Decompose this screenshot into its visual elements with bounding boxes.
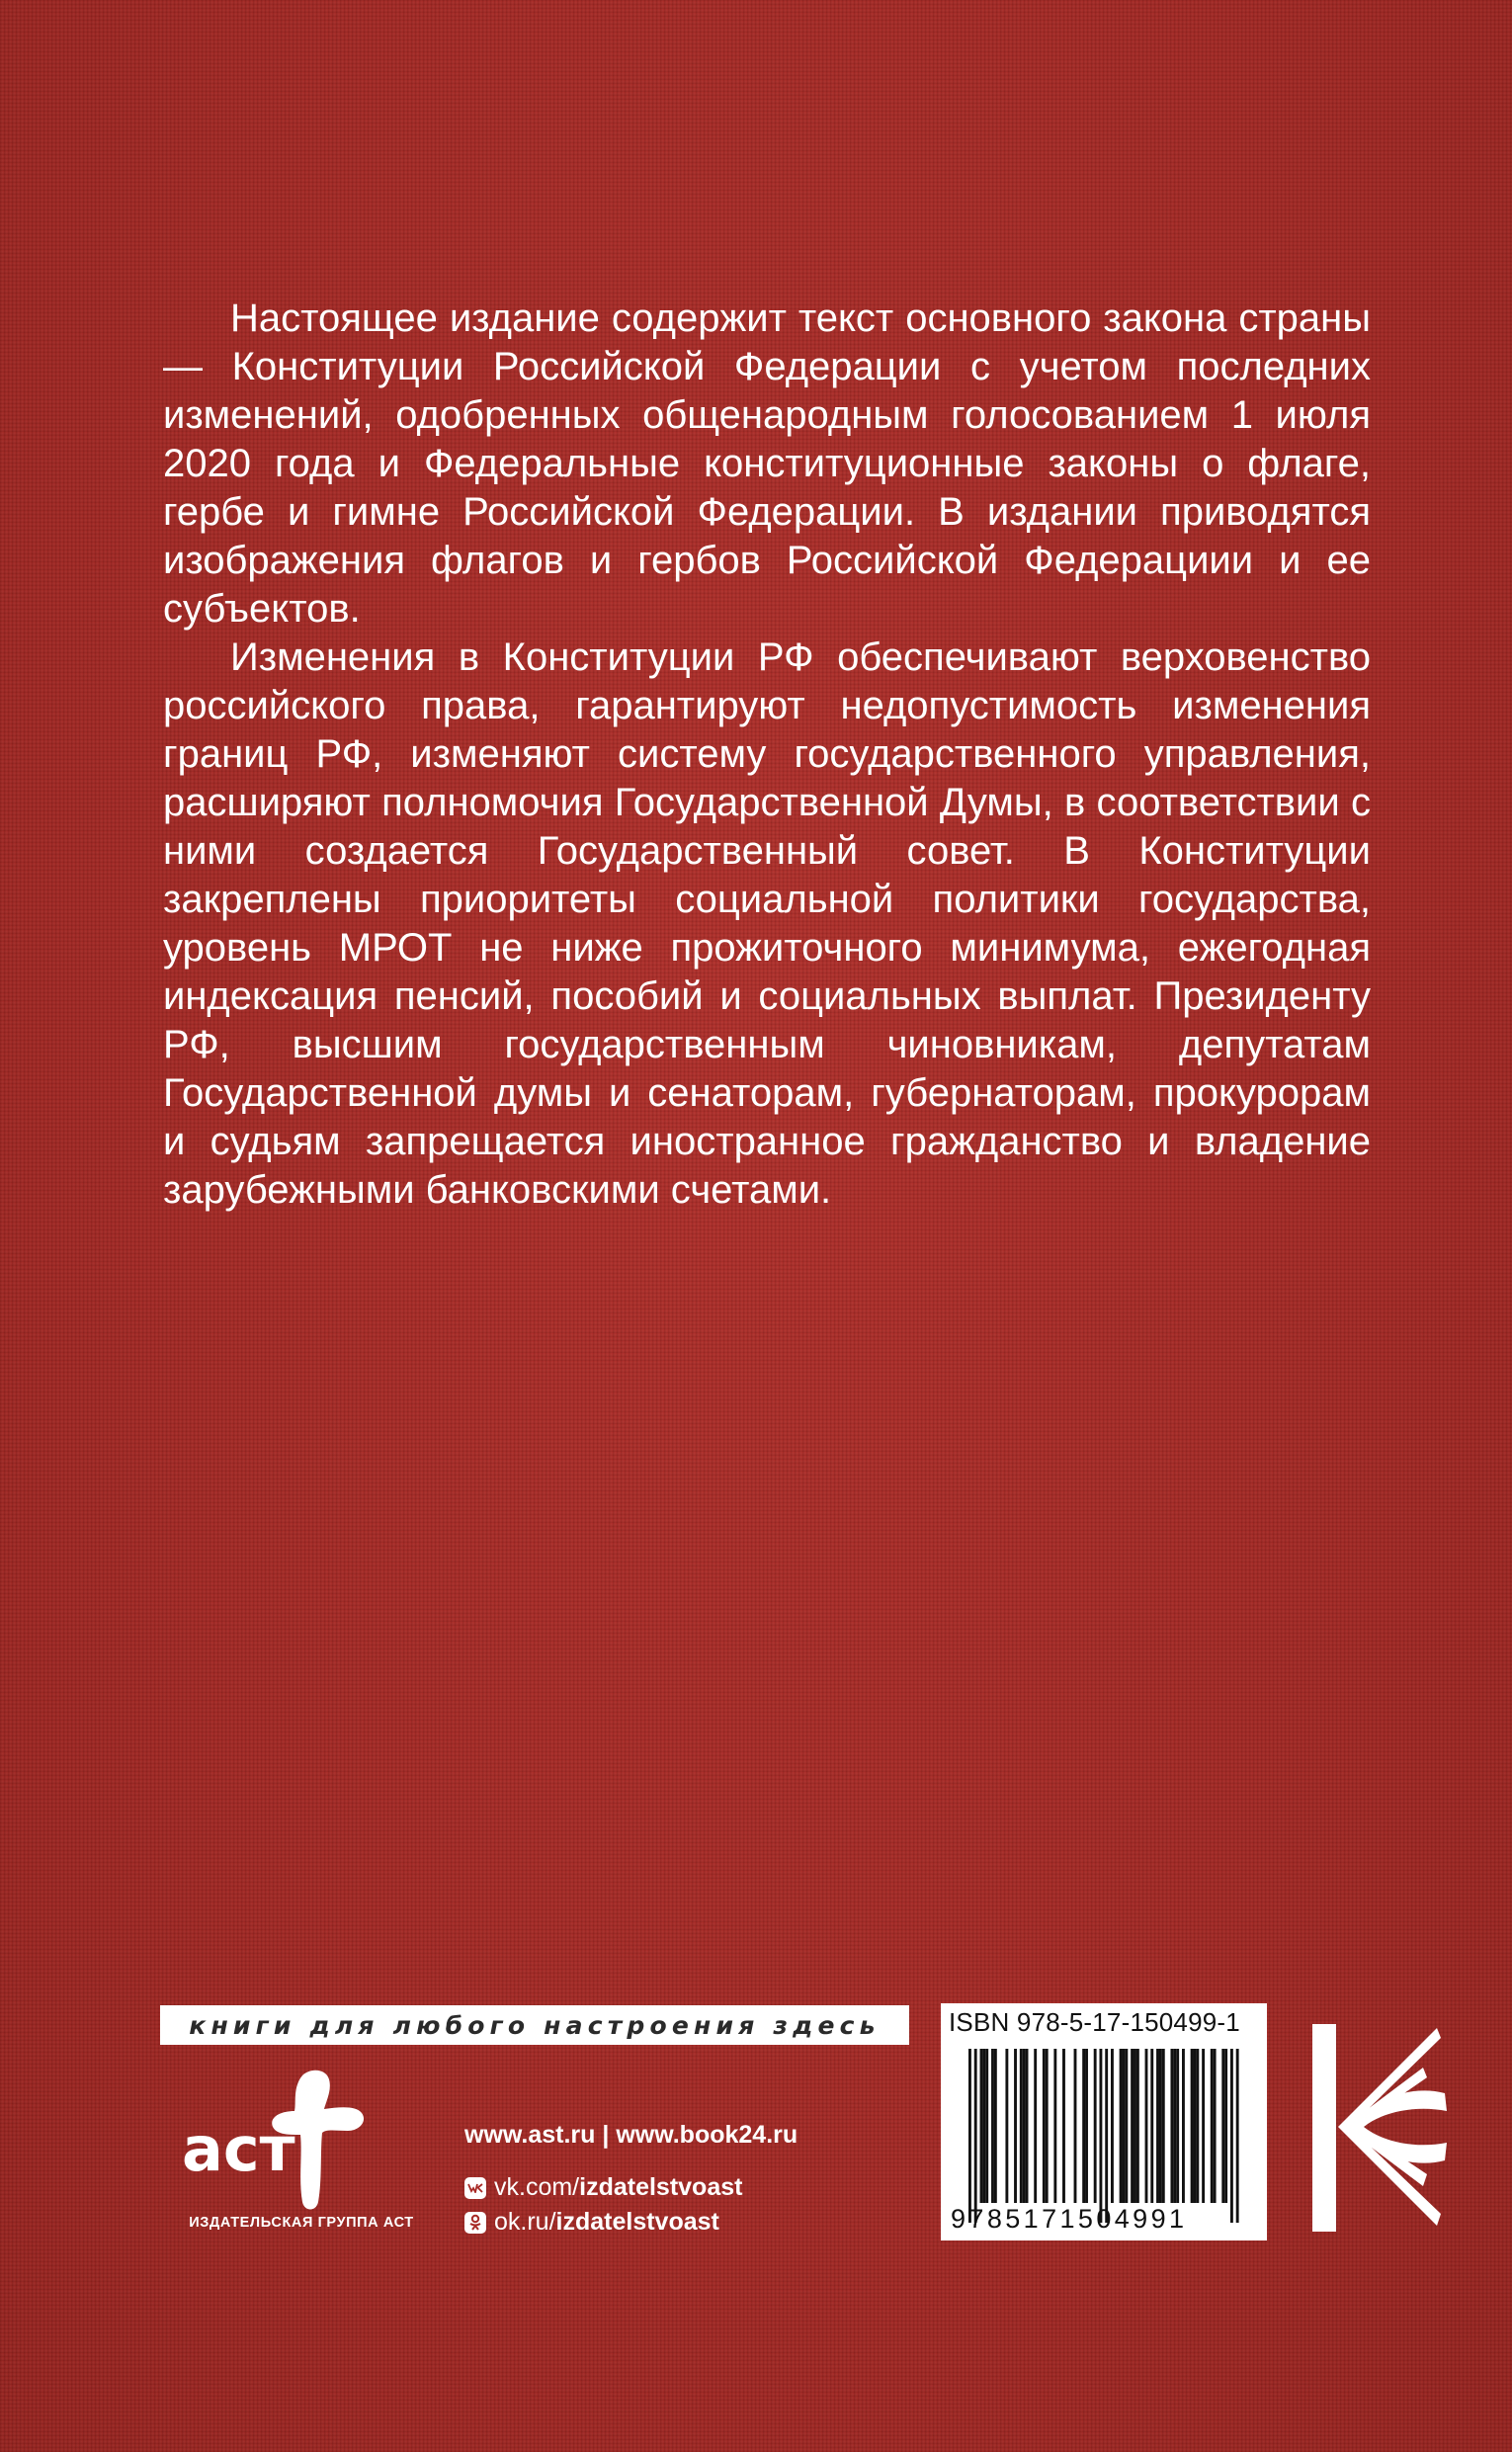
barcode-bar (1214, 2049, 1217, 2203)
barcode-bar (1034, 2049, 1037, 2203)
ast-logo (178, 2064, 415, 2222)
barcode-bar (1005, 2049, 1008, 2203)
ok-link-handle: izdatelstvoast (555, 2208, 719, 2236)
barcode-bar (1123, 2049, 1126, 2203)
barcode-bar (1191, 2049, 1194, 2203)
barcode-bar (1085, 2049, 1088, 2203)
publisher-caption: ИЗДАТЕЛЬСКАЯ ГРУППА АСТ (189, 2215, 414, 2231)
barcode-bar (1046, 2049, 1049, 2203)
vk-link[interactable] (464, 2171, 798, 2204)
barcode-bar (1043, 2049, 1046, 2203)
vk-icon (464, 2177, 486, 2199)
barcode-bar (1150, 2049, 1153, 2203)
vk-link-prefix: vk.com/ (494, 2173, 580, 2201)
barcode-bar (982, 2049, 985, 2203)
barcode-bar (1105, 2049, 1108, 2223)
barcode-bar (1014, 2049, 1017, 2203)
barcode-bar (1094, 2049, 1097, 2203)
barcode-bar (1221, 2049, 1224, 2203)
barcode-bar (1176, 2049, 1179, 2203)
barcode-bar (974, 2049, 977, 2223)
isbn-label: ISBN 978-5-17-150499-1 (949, 2007, 1240, 2037)
barcode-bar (1159, 2049, 1162, 2203)
annotation-paragraph-1: Настоящее издание содержит текст основного закона страны — Конституции Российской Федерации с учетом последних изменений, одобренных общенародным голосованием 1 июля 2020 года и Федеральные конституционные законы о флаге, гербе и гимне Российской Федерации. В издании приводятся изображения флагов и гербов Российской Федерациии и ее субъектов. (163, 296, 1371, 631)
barcode-bar (1111, 2049, 1114, 2203)
barcode-bar (1082, 2049, 1085, 2203)
ok-link-prefix: ok.ru/ (494, 2208, 556, 2236)
barcode-bar (1224, 2049, 1227, 2203)
barcode-bar (1020, 2049, 1023, 2203)
slogan-text: книги для любого настроения здесь (189, 2010, 881, 2040)
barcode-bar (980, 2049, 983, 2203)
barcode-bar (1053, 2049, 1056, 2203)
barcode-bar (985, 2049, 988, 2203)
barcode-bar (1211, 2049, 1214, 2203)
barcode-bar (1125, 2049, 1128, 2203)
barcode-bar (1182, 2049, 1185, 2203)
barcode-bar (1099, 2049, 1102, 2223)
slogan-banner (160, 2005, 909, 2045)
barcode-bar (968, 2049, 971, 2223)
annotation-text (163, 295, 1371, 1215)
publisher-links (464, 2121, 798, 2241)
ast-logo-letters: аст (182, 2113, 295, 2185)
barcode-bar (1236, 2049, 1239, 2223)
barcode-bar (1120, 2049, 1123, 2203)
ok-icon (464, 2212, 486, 2234)
barcode-bar (1136, 2049, 1139, 2203)
barcode-bar (1131, 2049, 1134, 2203)
barcode-bar (1062, 2049, 1065, 2203)
k-logo-stem (1312, 2024, 1336, 2232)
barcode-bar (1194, 2049, 1197, 2203)
ean-digits: 9785171504991 (951, 2204, 1188, 2234)
barcode-bar (1074, 2049, 1077, 2203)
ok-link[interactable] (464, 2206, 798, 2239)
barcode-bar (1145, 2049, 1148, 2203)
book-k-logo (1306, 2016, 1455, 2243)
barcode-bar (1134, 2049, 1136, 2203)
annotation-paragraph-2: Изменения в Конституции РФ обеспечивают верховенство российского права, гарантируют недопустимость изменения границ РФ, изменяют систему государственного управления, расширяют полномочия Государственной Думы, в соответствии с ними создается Государственный совет. В Конституции закреплены приоритеты социальной политики государства, уровень МРОТ не ниже прожиточного минимума, ежегодная индексация пенсий, пособий и социальных выплат. Президенту РФ, высшим государственным чиновникам, депутатам Государственной думы и сенаторам, губернаторам, прокурорам и судьям запрещается иностранное гражданство и владение зарубежными банковскими счетами. (163, 635, 1371, 1212)
isbn-barcode-block (941, 2003, 1267, 2241)
barcode-bar (1170, 2049, 1173, 2203)
barcode-bar (1230, 2049, 1233, 2223)
barcode-bar (994, 2049, 997, 2203)
website-links[interactable]: www.ast.ru | www.book24.ru (464, 2121, 798, 2149)
barcode-bar (1202, 2049, 1205, 2203)
barcode-bar (1156, 2049, 1159, 2203)
barcode-bar (1026, 2049, 1029, 2203)
vk-link-handle: izdatelstvoast (579, 2173, 743, 2201)
barcode-bar (1023, 2049, 1026, 2203)
barcode-bar (991, 2049, 994, 2203)
barcode-bar (1196, 2049, 1199, 2203)
barcode-bar (1162, 2049, 1165, 2203)
barcode-bar (1173, 2049, 1176, 2203)
